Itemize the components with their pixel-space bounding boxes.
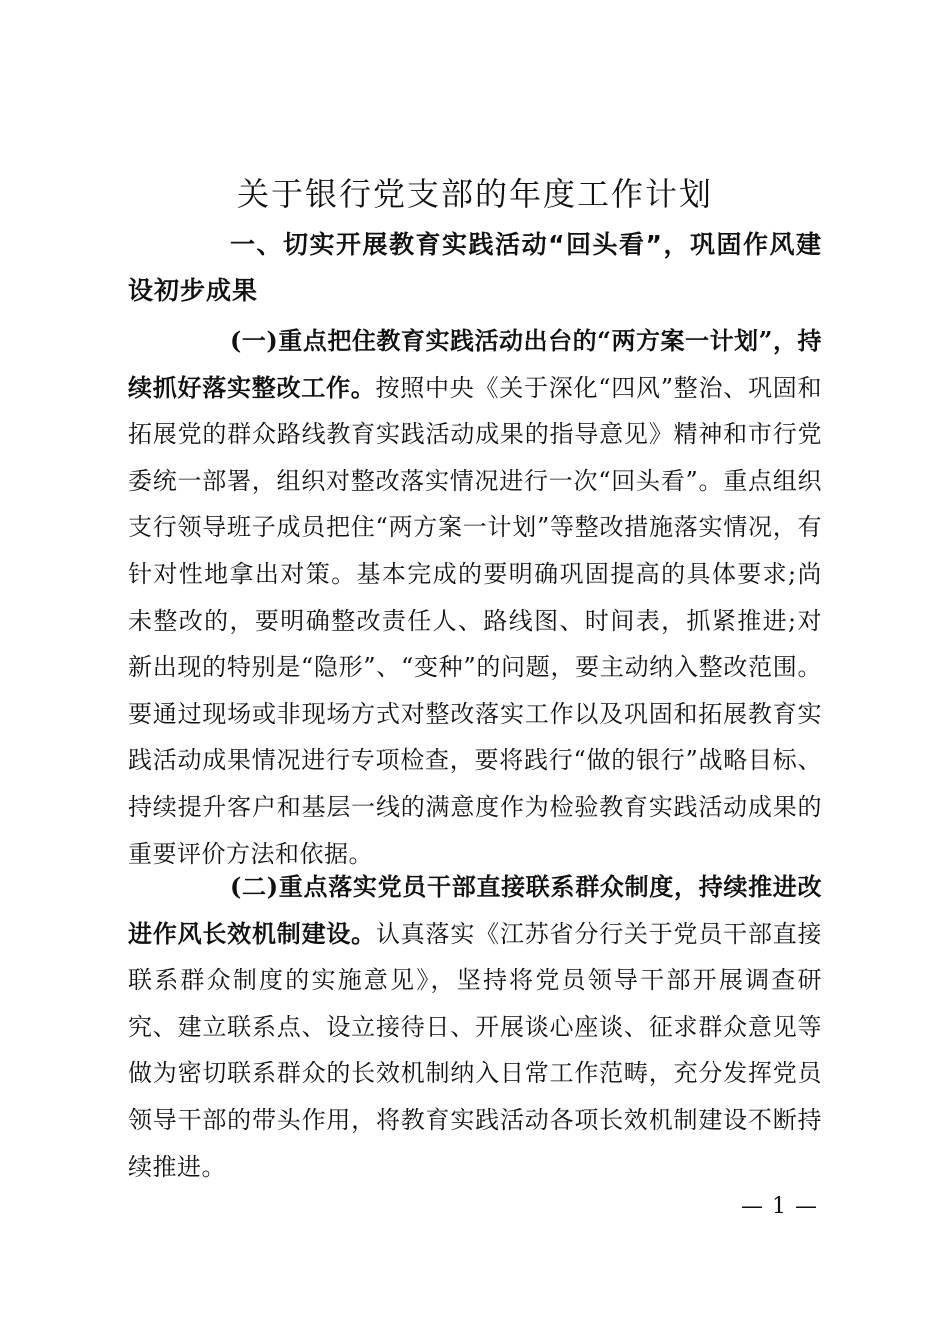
page-number: — 1 — — [741, 1194, 818, 1219]
paragraph-2-lead: (二)重点落实党员干部直接联系群众制度，持续推进改进作风长效机制建设。 — [128, 872, 822, 948]
paragraph-1 — [128, 318, 822, 877]
paragraph-2 — [128, 864, 822, 1190]
paragraph-2-body: 认真落实《江苏省分行关于党员干部直接联系群众制度的实施意见》，坚持将党员领导干部开展调查研究、建立联系点、设立接待日、开展谈心座谈、征求群众意见等做为密切联系群众的长效机制纳入日常工作范畴，充分发挥党员领导干部的带头作用，将教育实践活动各项长效机制建设不断持续推进。 — [128, 919, 823, 1181]
document-title: 关于银行党支部的年度工作计划 — [236, 175, 713, 213]
paragraph-1-body: 按照中央《关于深化“四风”整治、巩固和拓展党的群众路线教育实践活动成果的指导意见》精神和市行党委统一部署，组织对整改落实情况进行一次“回头看”。重点组织支行领导班子成员把住“两方案一计划”等整改措施落实情况，有针对性地拿出对策。基本完成的要明确巩固提高的具体要求;尚未整改的，要明确整改责任人、路线图、时间表，抓紧推进;对新出现的特别是“隐形”、“变种”的问题，要主动纳入整改范围。要通过现场或非现场方式对整改落实工作以及巩固和拓展教育实践活动成果情况进行专项检查，要将践行“做的银行”战略目标、持续提升客户和基层一线的满意度作为检验教育实践活动成果的重要评价方法和依据。 — [128, 373, 822, 868]
paragraph-1-lead: (一)重点把住教育实践活动出台的“两方案一计划”，持续抓好落实整改工作。 — [128, 326, 822, 402]
section-heading-1: 一、切实开展教育实践活动“回头看”，巩固作风建设初步成果 — [128, 230, 822, 305]
